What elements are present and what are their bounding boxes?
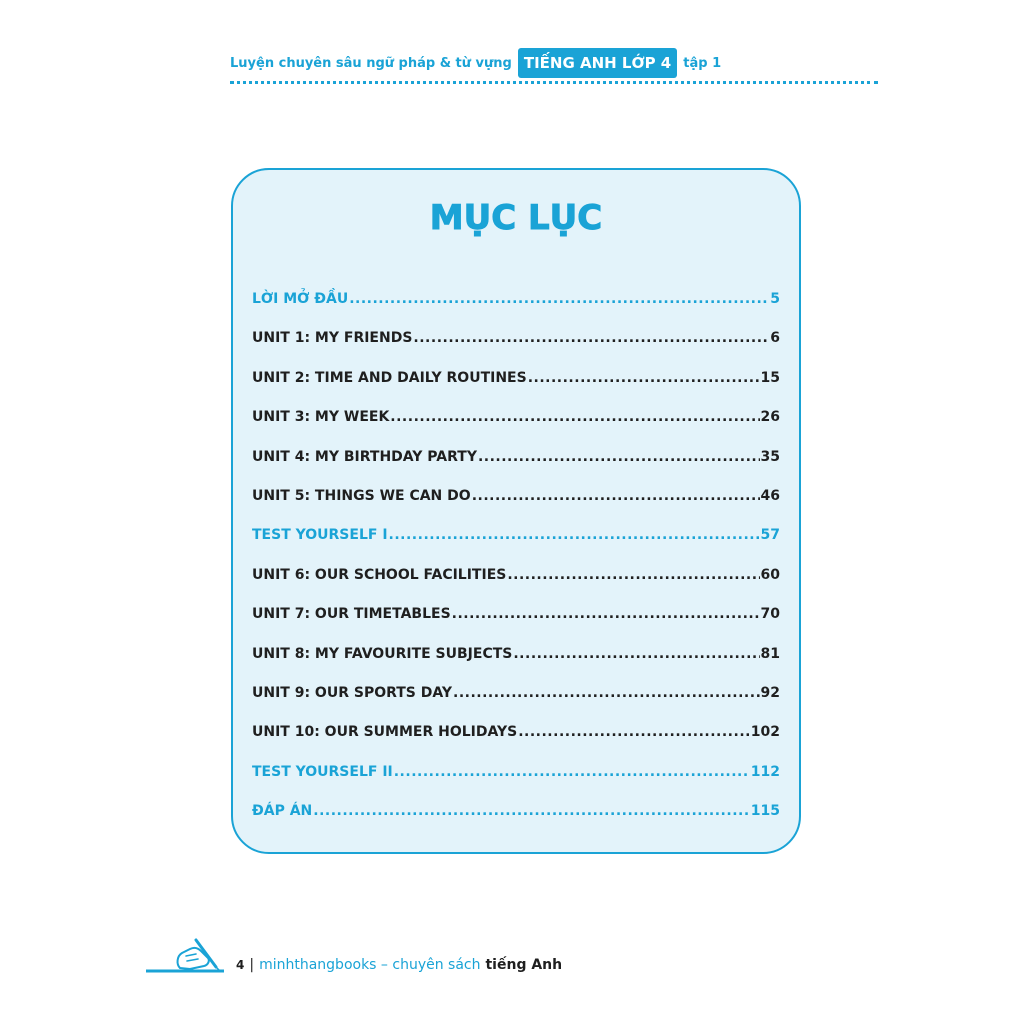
toc-entry-title: TEST YOURSELF I <box>252 527 388 544</box>
toc-leader-dots <box>453 679 760 707</box>
footer-brand: minhthangbooks – chuyên sách <box>259 957 481 973</box>
toc-entry[interactable] <box>252 324 780 363</box>
toc-entry-title: UNIT 3: MY WEEK <box>252 409 390 426</box>
toc-leader-dots <box>507 561 759 589</box>
toc-entry[interactable] <box>252 600 780 639</box>
header-volume: tập 1 <box>683 55 722 71</box>
toc-leader-dots <box>518 718 750 746</box>
toc-entry-page: 57 <box>760 527 780 544</box>
header-badge: TIẾNG ANH LỚP 4 <box>518 48 677 78</box>
toc-list <box>252 285 780 836</box>
toc-entry-title: UNIT 4: MY BIRTHDAY PARTY <box>252 448 477 465</box>
toc-entry-title: LỜI MỞ ĐẦU <box>252 291 349 307</box>
page-footer <box>236 954 562 976</box>
toc-entry-title: UNIT 7: OUR TIMETABLES <box>252 606 451 623</box>
toc-entry-page: 5 <box>770 291 780 307</box>
toc-leader-dots <box>349 285 769 313</box>
toc-entry-title: UNIT 10: OUR SUMMER HOLIDAYS <box>252 724 518 741</box>
toc-entry-page: 115 <box>750 803 780 820</box>
page-number: 4 <box>236 958 245 972</box>
hand-writing-icon <box>146 934 226 974</box>
toc-entry-page: 81 <box>760 645 780 662</box>
page-header <box>230 40 878 86</box>
toc-title: MỤC LỤC <box>429 198 603 238</box>
toc-entry-page: 46 <box>760 487 780 504</box>
toc-entry[interactable] <box>252 443 780 482</box>
header-subtitle: Luyện chuyên sâu ngữ pháp & từ vựng <box>230 55 512 71</box>
toc-entry-page: 112 <box>750 763 780 780</box>
toc-entry[interactable] <box>252 758 780 797</box>
header-divider <box>230 81 878 84</box>
footer-separator: | <box>249 957 255 973</box>
toc-entry[interactable] <box>252 640 780 679</box>
toc-entry-title: UNIT 2: TIME AND DAILY ROUTINES <box>252 369 527 386</box>
toc-entry-page: 102 <box>750 724 780 741</box>
toc-leader-dots <box>478 443 760 471</box>
toc-entry[interactable] <box>252 521 780 560</box>
toc-entry[interactable] <box>252 285 780 324</box>
toc-leader-dots <box>452 600 760 628</box>
toc-entry[interactable] <box>252 718 780 757</box>
toc-entry-page: 26 <box>760 409 780 426</box>
toc-entry-title: TEST YOURSELF II <box>252 763 393 780</box>
toc-leader-dots <box>394 758 750 786</box>
toc-leader-dots <box>472 482 760 510</box>
toc-leader-dots <box>313 797 750 825</box>
toc-entry-page: 6 <box>770 330 780 347</box>
toc-entry-page: 15 <box>760 369 780 386</box>
toc-entry-title: UNIT 9: OUR SPORTS DAY <box>252 684 453 701</box>
toc-entry[interactable] <box>252 364 780 403</box>
footer-tagline: tiếng Anh <box>485 957 563 973</box>
toc-leader-dots <box>390 403 759 431</box>
toc-entry-title: ĐÁP ÁN <box>252 803 313 820</box>
toc-leader-dots <box>413 324 769 352</box>
toc-entry-page: 60 <box>760 566 780 583</box>
toc-entry-title: UNIT 1: MY FRIENDS <box>252 330 413 347</box>
toc-entry-page: 92 <box>760 684 780 701</box>
toc-leader-dots <box>528 364 760 392</box>
toc-entry-page: 35 <box>760 448 780 465</box>
toc-entry[interactable] <box>252 797 780 836</box>
toc-entry[interactable] <box>252 679 780 718</box>
toc-leader-dots <box>513 640 759 668</box>
toc-entry-page: 70 <box>760 606 780 623</box>
toc-entry[interactable] <box>252 482 780 521</box>
toc-entry-title: UNIT 8: MY FAVOURITE SUBJECTS <box>252 645 513 662</box>
toc-entry-title: UNIT 6: OUR SCHOOL FACILITIES <box>252 566 507 583</box>
toc-entry[interactable] <box>252 561 780 600</box>
toc-entry[interactable] <box>252 403 780 442</box>
toc-entry-title: UNIT 5: THINGS WE CAN DO <box>252 487 471 504</box>
toc-leader-dots <box>389 521 760 549</box>
